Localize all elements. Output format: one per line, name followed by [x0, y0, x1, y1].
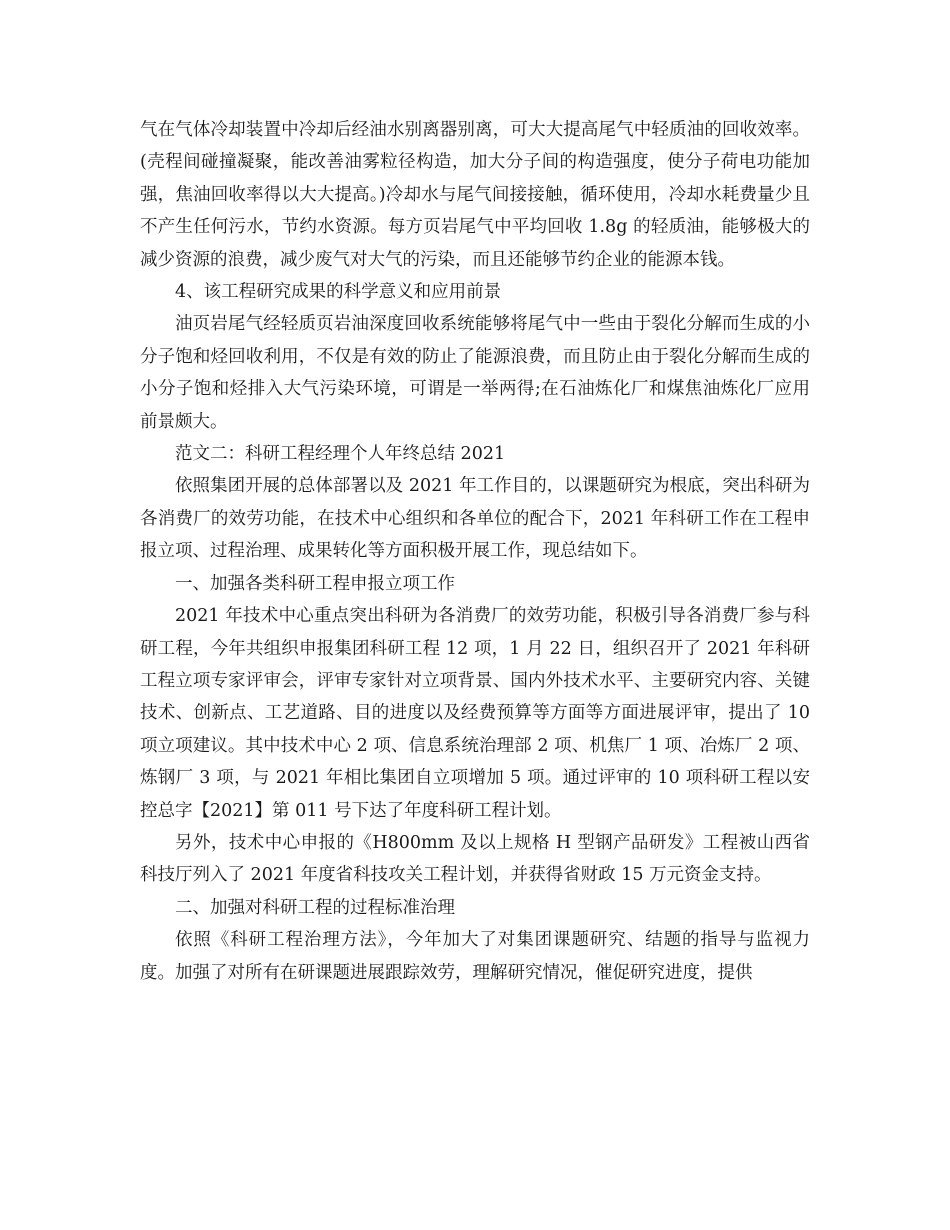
- paragraph-project-application: 2021 年技术中心重点突出科研为各消费厂的效劳功能，积极引导各消费厂参与科研工程，今年共组织申报集团科研工程 12 项，1 月 22 日，组织召开了 2021 年科研工程立项专家评审会，评审专家针对立项背景、国内外技术水平、主要研究内容、关键技术、创新点、工艺道路、目的进度以及经费预算等方面等方面进展评审，提出了 10 项立项建议。其中技术中心 2 项、信息系统治理部 2 项、机焦厂 1 项、冶炼厂 2 项、炼钢厂 3 项，与 2021 年相比集团自立项增加 5 项。通过评审的 10 项科研工程以安控总字【2021】第 011 号下达了年度科研工程计划。: [140, 606, 810, 821]
- paragraph-provincial-project: 另外，技术中心申报的《H800mm 及以上规格 H 型钢产品研发》工程被山西省科技厅列入了 2021 年度省科技攻关工程计划，并获得省财政 15 万元资金支持。: [140, 832, 810, 886]
- paragraph-intro: 依照集团开展的总体部署以及 2021 年工作目的，以课题研究为根底，突出科研为各消费厂的效劳功能，在技术中心组织和各单位的配合下，2021 年科研工作在工程申报立项、过程治理、成果转化等方面积极开展工作，现总结如下。: [140, 476, 810, 562]
- document-body: [140, 114, 810, 989]
- section-heading-2: 二、加强对科研工程的过程标准治理: [175, 897, 455, 918]
- section-heading-1: 一、加强各类科研工程申报立项工作: [175, 573, 455, 594]
- paragraph-significance: 油页岩尾气经轻质页岩油深度回收系统能够将尾气中一些由于裂化分解而生成的小分子饱和烃回收利用，不仅是有效的防止了能源浪费，而且防止由于裂化分解而生成的小分子饱和烃排入大气污染环境，可谓是一举两得;在石油炼化厂和煤焦油炼化厂应用前景颇大。: [140, 314, 810, 432]
- section-heading-4: 4、该工程研究成果的科学意义和应用前景: [175, 282, 502, 303]
- paragraph-continued: 气在气体冷却装置中冷却后经油水别离器别离，可大大提高尾气中轻质油的回收效率。(壳程间碰撞凝聚，能改善油雾粒径构造，加大分子间的构造强度，使分子荷电功能加强，焦油回收率得以大大提高。)冷却水与尾气间接接触，循环使用，冷却水耗费量少且不产生任何污水，节约水资源。每方页岩尾气中平均回收 1.8g 的轻质油，能够极大的减少资源的浪费，减少废气对大气的污染，而且还能够节约企业的能源本钱。: [140, 120, 810, 270]
- sample-two-title: 范文二：科研工程经理个人年终总结 2021: [175, 444, 506, 465]
- paragraph-process-management: 依照《科研工程治理方法》，今年加大了对集团课题研究、结题的指导与监视力度。加强了对所有在研课题进展跟踪效劳，理解研究情况，催促研究进度，提供: [140, 930, 810, 983]
